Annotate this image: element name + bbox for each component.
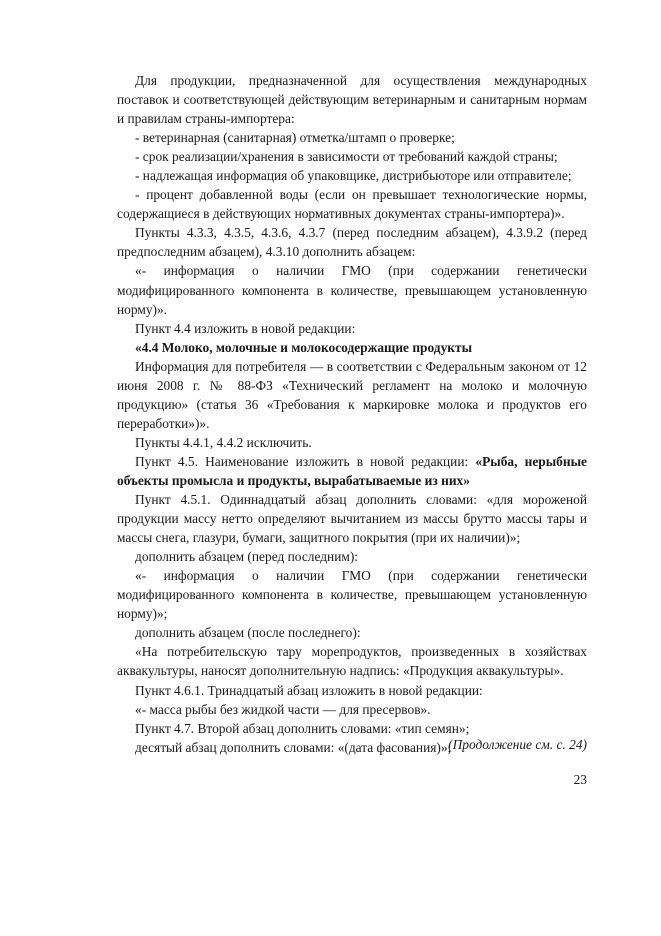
continuation-note: (Продолжение см. с. 24) — [448, 737, 587, 752]
paragraph: Пункты 4.4.1, 4.4.2 исключить. — [135, 434, 312, 450]
list-item: - срок реализации/хранения в зависимости от требований каждой страны; — [135, 149, 558, 165]
paragraph: Для продукции, предназначенной для осуществления международных поставок и соответствующей действующим ветеринарным и санитарным нормам и правилам страны-импортера: — [117, 73, 587, 127]
paragraph: Пункт 4.5.1. Одиннадцатый абзац дополнить словами: «для мороженой продукции массу нетто определяют вычитанием из массы брутто массы тары и массы снега, глазури, бумаги, защитного покрытия (при их наличии)»; — [117, 492, 587, 546]
paragraph — [117, 452, 587, 490]
paragraph: «- масса рыбы без жидкой части — для пресервов». — [135, 701, 431, 717]
section-heading: «4.4 Молоко, молочные и молокосодержащие продукты — [135, 339, 473, 355]
list-item: - надлежащая информация об упаковщике, дистрибьюторе или отправителе; — [135, 168, 572, 184]
section-title-bold: «Рыба, нерыбные объекты промысла и продукты, вырабатываемые из них» — [117, 453, 587, 488]
paragraph: дополнить абзацем (после последнего): — [135, 625, 361, 641]
paragraph: Информация для потребителя — в соответствии с Федеральным законом от 12 июня 2008 г. № 88-ФЗ «Технический регламент на молоко и молочную продукцию» (статья 36 «Требования к маркировке молока и продуктов его переработки»)». — [117, 358, 587, 431]
paragraph: «На потребительскую тару морепродуктов, произведенных в хозяйствах аквакультуры, наносят дополнительную надпись: «Продукция аквакультуры». — [117, 644, 587, 679]
list-item: - ветеринарная (санитарная) отметка/штамп о проверке; — [135, 130, 455, 146]
list-item: - процент добавленной воды (если он превышает технологические нормы, содержащиеся в действующих нормативных документах страны-импортера)». — [117, 187, 587, 222]
paragraph-text: Пункт 4.5. Наименование изложить в новой редакции: — [135, 453, 476, 469]
paragraph: «- информация о наличии ГМО (при содержании генетически модифицированного компонента в количестве, превышающем установленную норму)»; — [117, 568, 587, 622]
paragraph: «- информация о наличии ГМО (при содержании генетически модифицированного компонента в количестве, превышающем установленную норму)». — [117, 263, 587, 317]
paragraph: Пункты 4.3.3, 4.3.5, 4.3.6, 4.3.7 (перед последним абзацем), 4.3.9.2 (перед предпоследним абзацем), 4.3.10 дополнить абзацем: — [117, 225, 587, 260]
document-body — [117, 71, 587, 757]
paragraph: Пункт 4.4 изложить в новой редакции: — [135, 320, 356, 336]
paragraph: Пункт 4.6.1. Тринадцатый абзац изложить в новой редакции: — [135, 682, 483, 698]
paragraph: дополнить абзацем (перед последним): — [135, 549, 359, 565]
paragraph: десятый абзац дополнить словами: «(дата фасования)»; — [135, 739, 452, 755]
page-number: 23 — [573, 772, 587, 787]
paragraph: Пункт 4.7. Второй абзац дополнить словами: «тип семян»; — [135, 720, 470, 736]
